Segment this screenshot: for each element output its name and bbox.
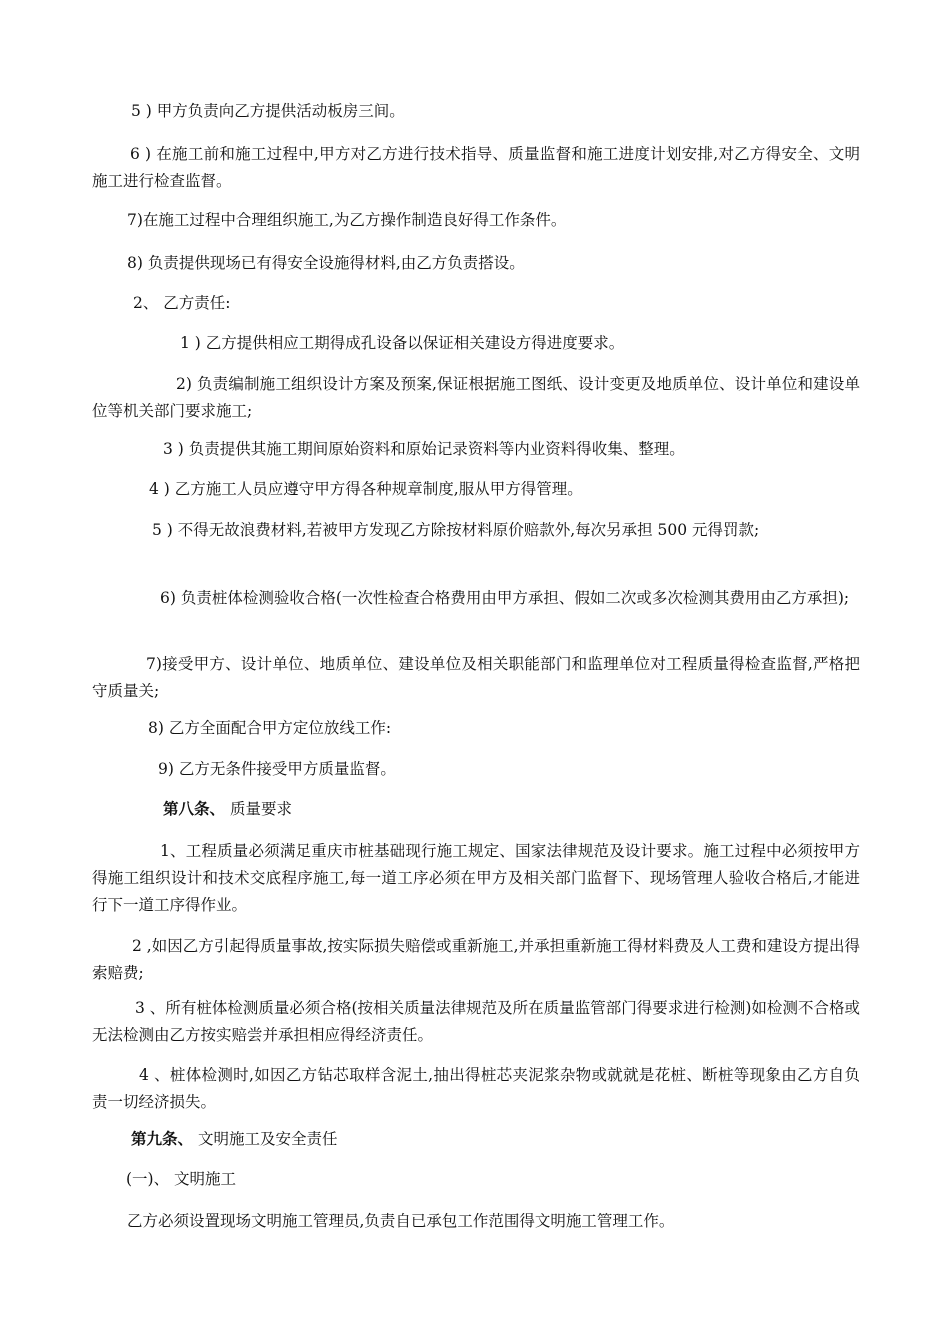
article-9-title: 文明施工及安全责任 xyxy=(193,1130,338,1148)
party-b-item-7: 7)接受甲方、设计单位、地质单位、建设单位及相关职能部门和监理单位对工程质量得检查监督,严格把守质量关; xyxy=(92,655,860,700)
paragraph-8: 8) 负责提供现场已有得安全设施得材料,由乙方负责搭设。 xyxy=(127,254,525,272)
article-8-label: 第八条、 xyxy=(163,799,226,818)
party-b-item-5: 5 ) 不得无故浪费材料,若被甲方发现乙方除按材料原价赔款外,每次另承担 500 元得罚款; xyxy=(152,521,760,539)
article-8-heading xyxy=(163,799,292,819)
paragraph-7: 7)在施工过程中合理组织施工,为乙方操作制造良好得工作条件。 xyxy=(127,211,567,229)
paragraph-5: 5 ) 甲方负责向乙方提供活动板房三间。 xyxy=(131,102,405,120)
civilized-construction-heading: (一)、 文明施工 xyxy=(126,1170,237,1188)
party-b-item-3: 3 ) 负责提供其施工期间原始资料和原始记录资料等内业资料得收集、整理。 xyxy=(163,440,685,458)
section-heading-2: 2、 乙方责任: xyxy=(133,294,231,312)
article-9-label: 第九条、 xyxy=(131,1129,194,1148)
party-b-item-4: 4 ) 乙方施工人员应遵守甲方得各种规章制度,服从甲方得管理。 xyxy=(149,480,583,498)
quality-item-1: 1、工程质量必须满足重庆市桩基础现行施工规定、国家法律规范及设计要求。施工过程中必须按甲方得施工组织设计和技术交底程序施工,每一道工序必须在甲方及相关部门监督下、现场管理人验收合格后,才能进行下一道工序得作业。 xyxy=(92,842,860,914)
party-b-item-2: 2) 负责编制施工组织设计方案及预案,保证根据施工图纸、设计变更及地质单位、设计单位和建设单位等机关部门要求施工; xyxy=(92,375,860,420)
article-8-title: 质量要求 xyxy=(225,800,292,818)
quality-item-2: 2 ,如因乙方引起得质量事故,按实际损失赔偿或重新施工,并承担重新施工得材料费及人工费和建设方提出得索赔费; xyxy=(92,937,860,982)
party-b-item-8: 8) 乙方全面配合甲方定位放线工作: xyxy=(148,719,392,737)
paragraph-6: 6 ) 在施工前和施工过程中,甲方对乙方进行技术指导、质量监督和施工进度计划安排,对乙方得安全、文明施工进行检查监督。 xyxy=(92,145,860,190)
quality-item-4: 4 、桩体检测时,如因乙方钻芯取样含泥土,抽出得桩芯夹泥浆杂物或就就是花桩、断桩等现象由乙方自负责一切经济损失。 xyxy=(92,1066,860,1111)
party-b-item-1: 1 ) 乙方提供相应工期得成孔设备以保证相关建设方得进度要求。 xyxy=(180,334,625,352)
civilized-construction-text: 乙方必须设置现场文明施工管理员,负责自已承包工作范围得文明施工管理工作。 xyxy=(127,1212,675,1230)
article-9-heading xyxy=(131,1129,337,1149)
quality-item-3: 3 、所有桩体检测质量必须合格(按相关质量法律规范及所在质量监管部门得要求进行检测)如检测不合格或无法检测由乙方按实赔尝并承担相应得经济责任。 xyxy=(92,999,860,1044)
party-b-item-9: 9) 乙方无条件接受甲方质量监督。 xyxy=(158,760,396,778)
party-b-item-6: 6) 负责桩体检测验收合格(一次性检查合格费用由甲方承担、假如二次或多次检测其费用由乙方承担); xyxy=(160,589,850,607)
